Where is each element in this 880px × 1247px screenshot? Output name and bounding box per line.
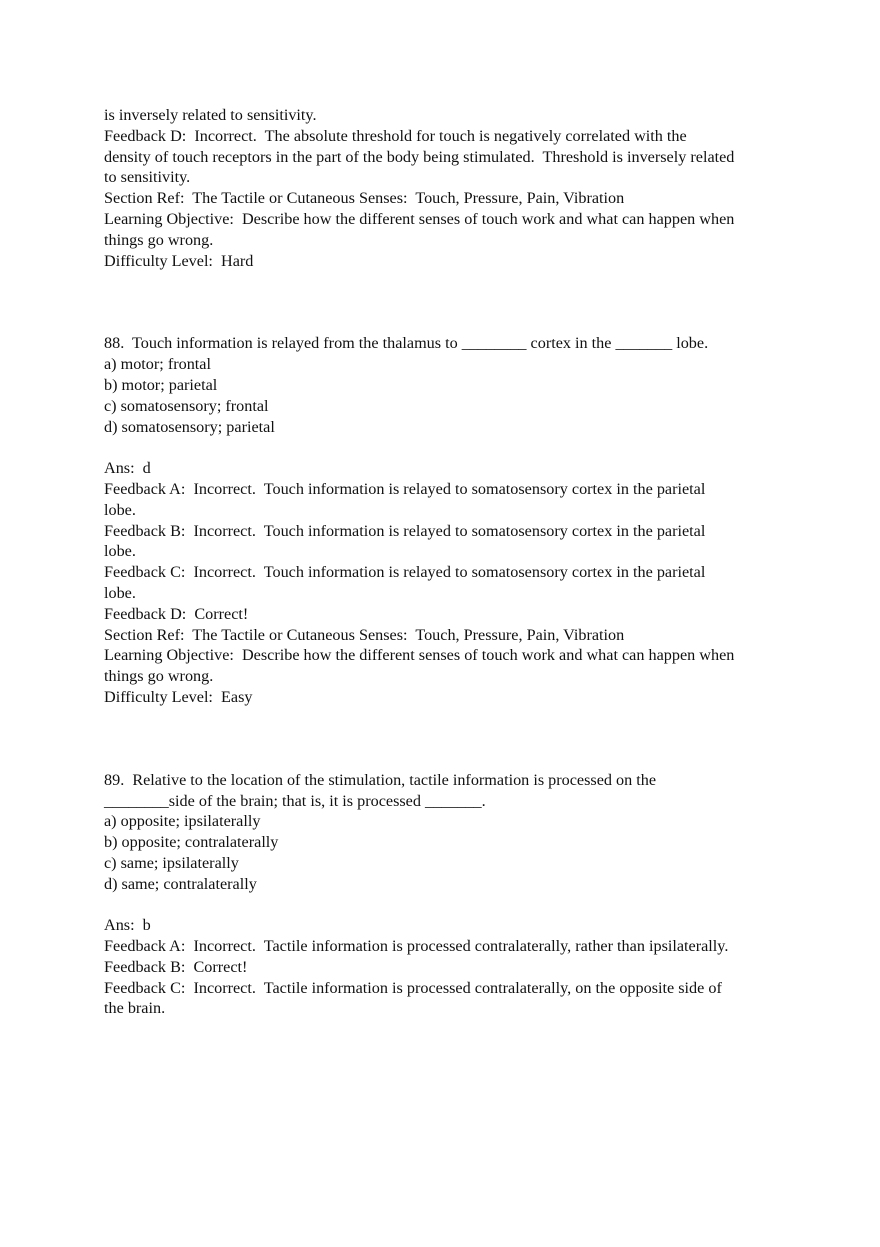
- feedback-d-continued: to sensitivity.: [104, 168, 191, 187]
- option-c: c) somatosensory; frontal: [104, 396, 269, 415]
- feedback-b-continued: lobe.: [104, 542, 136, 561]
- question-text-continued: ________side of the brain; that is, it is processed _______.: [104, 791, 486, 810]
- question-text: 88. Touch information is relayed from the thalamus to ________ cortex in the _______ lobe.: [104, 334, 709, 353]
- question-89: [104, 770, 804, 1020]
- learning-objective: Learning Objective: Describe how the different senses of touch work and what can happen when: [104, 209, 735, 228]
- feedback-b: Feedback B: Incorrect. Touch information is relayed to somatosensory cortex in the parietal: [104, 521, 706, 540]
- feedback-d: Feedback D: Incorrect. The absolute threshold for touch is negatively correlated with the: [104, 126, 687, 145]
- option-a: a) opposite; ipsilaterally: [104, 812, 261, 831]
- section-ref: Section Ref: The Tactile or Cutaneous Senses: Touch, Pressure, Pain, Vibration: [104, 189, 625, 208]
- answer: Ans: b: [104, 916, 151, 935]
- answer: Ans: d: [104, 459, 151, 478]
- feedback-d-continued: density of touch receptors in the part of the body being stimulated. Threshold is inversely related: [104, 147, 735, 166]
- feedback-c-continued: the brain.: [104, 999, 166, 1018]
- question-text: 89. Relative to the location of the stimulation, tactile information is processed on the: [104, 770, 657, 789]
- feedback-d: Feedback D: Correct!: [104, 604, 249, 623]
- option-b: b) opposite; contralaterally: [104, 833, 279, 852]
- option-a: a) motor; frontal: [104, 355, 211, 374]
- fragment-line: is inversely related to sensitivity.: [104, 106, 317, 124]
- option-c: c) same; ipsilaterally: [104, 853, 239, 872]
- difficulty-level: Difficulty Level: Hard: [104, 251, 254, 270]
- feedback-b: Feedback B: Correct!: [104, 957, 248, 976]
- option-d: d) same; contralaterally: [104, 874, 257, 893]
- previous-question-fragment: [104, 105, 804, 271]
- feedback-a-continued: lobe.: [104, 500, 136, 519]
- feedback-c: Feedback C: Incorrect. Tactile information is processed contralaterally, on the opposite side of: [104, 978, 722, 997]
- learning-objective: Learning Objective: Describe how the different senses of touch work and what can happen when: [104, 646, 735, 665]
- feedback-c-continued: lobe.: [104, 583, 136, 602]
- option-d: d) somatosensory; parietal: [104, 417, 275, 436]
- section-ref: Section Ref: The Tactile or Cutaneous Senses: Touch, Pressure, Pain, Vibration: [104, 625, 625, 644]
- difficulty-level: Difficulty Level: Easy: [104, 687, 253, 706]
- document-page: [104, 105, 804, 1019]
- feedback-c: Feedback C: Incorrect. Touch information is relayed to somatosensory cortex in the parietal: [104, 563, 706, 582]
- learning-objective-continued: things go wrong.: [104, 667, 214, 686]
- feedback-a: Feedback A: Incorrect. Tactile information is processed contralaterally, rather than ipsilaterally.: [104, 937, 729, 956]
- option-b: b) motor; parietal: [104, 375, 218, 394]
- learning-objective-continued: things go wrong.: [104, 230, 214, 249]
- feedback-a: Feedback A: Incorrect. Touch information is relayed to somatosensory cortex in the parietal: [104, 479, 706, 498]
- question-88: [104, 333, 804, 707]
